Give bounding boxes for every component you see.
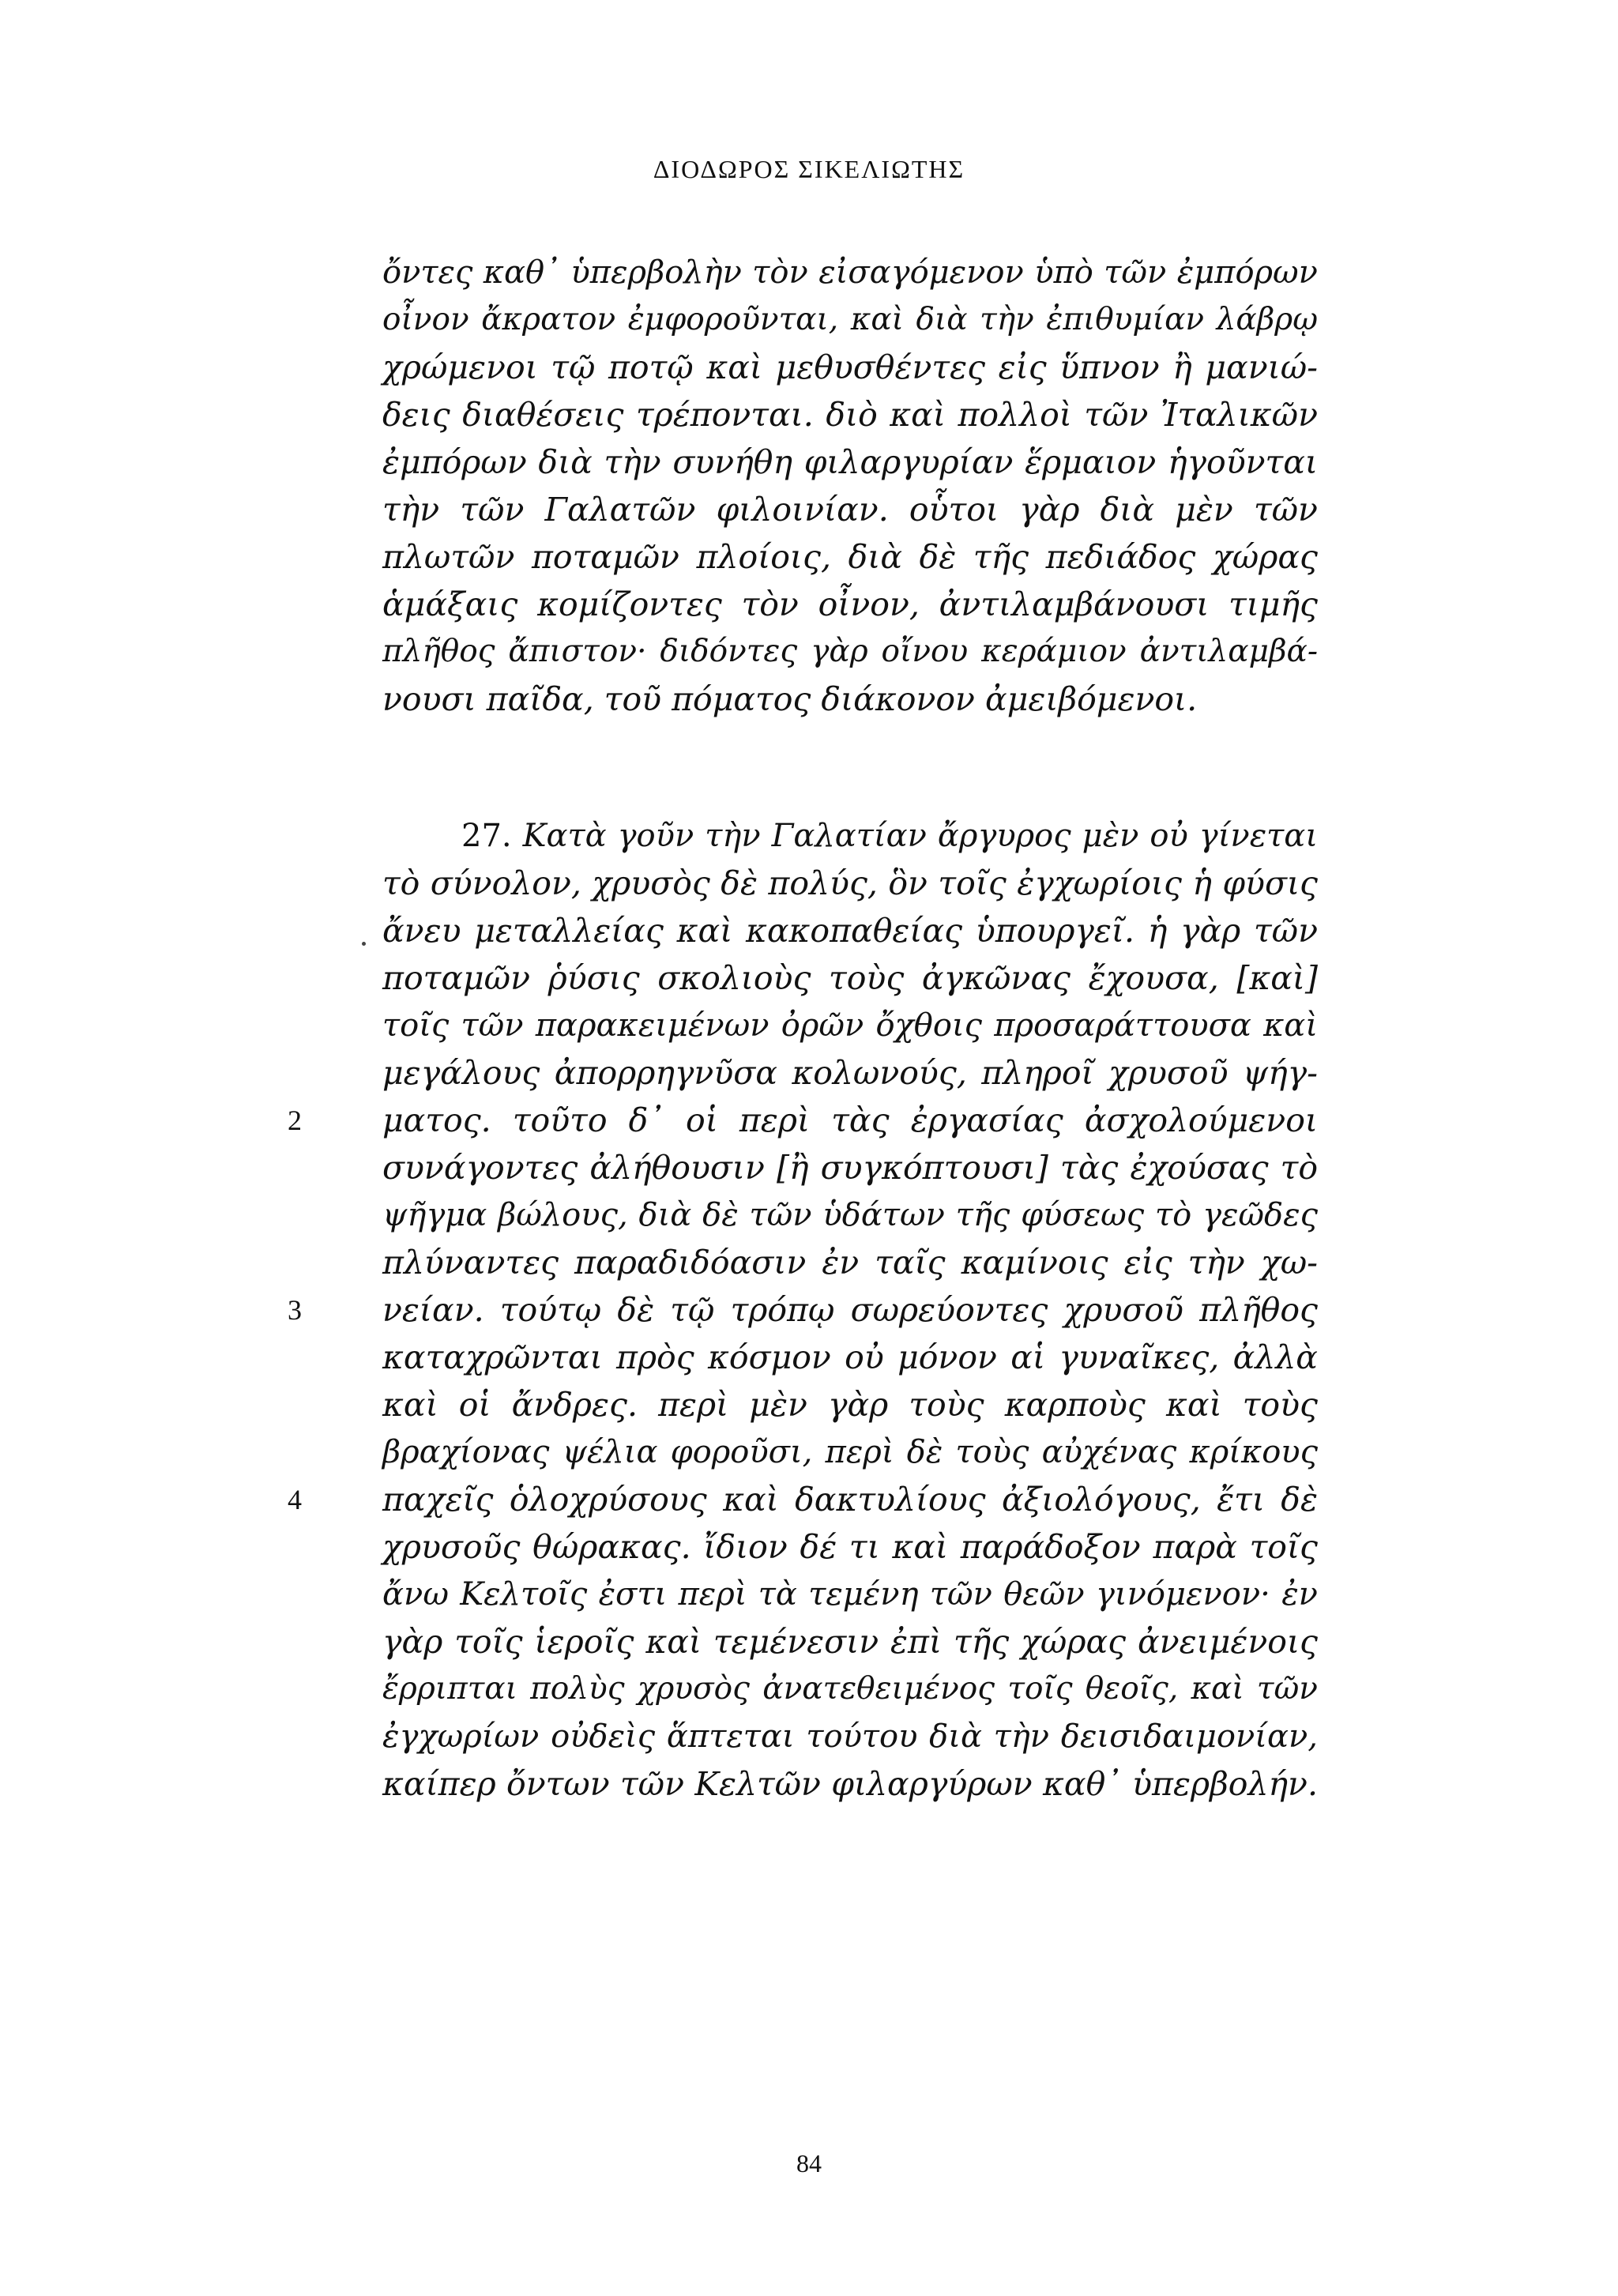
text-line: καταχρῶνται πρὸς κόσμον οὐ μόνον αἱ γυναῖκες, ἀλλὰ — [382, 1338, 1318, 1376]
section-number-4: 4 — [288, 1484, 302, 1515]
text-line: ἐμπόρων διὰ τὴν συνήθη φιλαργυρίαν ἕρμαιον ἡγοῦνται — [382, 443, 1318, 481]
text-line: ὄντες καθ᾿ ὑπερβολὴν τὸν εἰσαγόμενον ὑπὸ τῶν ἐμπόρων — [382, 254, 1318, 291]
text-line: καίπερ ὄντων τῶν Κελτῶν φιλαργύρων καθ᾿ ὑπερβολήν. — [382, 1765, 1318, 1803]
text-line: πλύναντες παραδιδόασιν ἐν ταῖς καμίνοις εἰς τὴν χω- — [382, 1244, 1318, 1282]
text-line: ἐγχωρίων οὐδεὶς ἅπτεται τούτου διὰ τὴν δεισιδαιμονίαν, — [382, 1718, 1318, 1755]
text-line: παχεῖς ὁλοχρύσους καὶ δακτυλίους ἀξιολόγους, ἔτι δὲ — [382, 1481, 1318, 1519]
text-line: ἁμάξαις κομίζοντες τὸν οἶνον, ἀντιλαμβάνουσι τιμῆς — [382, 585, 1318, 623]
text-line: ματος. τοῦτο δ᾿ οἱ περὶ τὰς ἐργασίας ἀσχολούμενοι — [382, 1101, 1318, 1139]
text-line: γὰρ τοῖς ἱεροῖς καὶ τεμένεσιν ἐπὶ τῆς χώρας ἀνειμένοις — [382, 1623, 1318, 1661]
chapter-first-line — [382, 812, 1318, 860]
text-line: συνάγοντες ἀλήθουσιν [ἢ συγκόπτουσι] τὰς ἐχούσας τὸ — [382, 1149, 1318, 1187]
scan-speck — [362, 942, 366, 946]
text-line: χρώμενοι τῷ ποτῷ καὶ μεθυσθέντες εἰς ὕπνον ἢ μανιώ- — [382, 348, 1318, 386]
text-line: οἶνον ἄκρατον ἐμφοροῦνται, καὶ διὰ τὴν ἐπιθυμίαν λάβρῳ — [382, 302, 1318, 337]
text-line: πλωτῶν ποταμῶν πλοίοις, διὰ δὲ τῆς πεδιάδος χώρας — [382, 538, 1318, 576]
text-line: ψῆγμα βώλους, διὰ δὲ τῶν ὑδάτων τῆς φύσεως τὸ γεῶδες — [382, 1197, 1318, 1233]
text-line: ποταμῶν ῥύσις σκολιοὺς τοὺς ἀγκῶνας ἔχουσα, [καὶ] — [382, 959, 1318, 997]
section-number-3: 3 — [288, 1294, 302, 1326]
text-line: καὶ οἱ ἄνδρες. περὶ μὲν γὰρ τοὺς καρποὺς καὶ τοὺς — [382, 1386, 1318, 1424]
text-line: βραχίονας ψέλια φοροῦσι, περὶ δὲ τοὺς αὐχένας κρίκους — [382, 1434, 1318, 1470]
chapter-number: 27. — [461, 818, 512, 854]
running-head: ΔΙΟΔΩΡΟΣ ΣΙΚΕΛΙΩΤΗΣ — [653, 155, 965, 183]
text-line: ἄνω Κελτοῖς ἐστι περὶ τὰ τεμένη τῶν θεῶν γινόμενον· ἐν — [382, 1576, 1318, 1613]
text-line: τὸ σύνολον, χρυσὸς δὲ πολύς, ὃν τοῖς ἐγχωρίοις ἡ φύσις — [382, 864, 1318, 902]
section-number-2: 2 — [288, 1105, 302, 1136]
text-line: πλῆθος ἄπιστον· διδόντες γὰρ οἴνου κεράμιον ἀντιλαμβά- — [382, 634, 1318, 669]
text-line: τὴν τῶν Γαλατῶν φιλοινίαν. οὗτοι γὰρ διὰ μὲν τῶν — [382, 491, 1318, 529]
text-line: δεις διαθέσεις τρέπονται. διὸ καὶ πολλοὶ τῶν Ἰταλικῶν — [382, 396, 1318, 434]
text-line: ἄνευ μεταλλείας καὶ κακοπαθείας ὑπουργεῖ. ἡ γὰρ τῶν — [382, 912, 1318, 950]
text-line: νουσι παῖδα, τοῦ πόματος διάκονον ἀμειβόμενοι. — [382, 680, 1198, 718]
text-line: μεγάλους ἀπορρηγνῦσα κολωνούς, πληροῖ χρυσοῦ ψήγ- — [382, 1054, 1318, 1092]
text-line: χρυσοῦς θώρακας. ἴδιον δέ τι καὶ παράδοξον παρὰ τοῖς — [382, 1528, 1318, 1566]
text-line: νείαν. τούτῳ δὲ τῷ τρόπῳ σωρεύοντες χρυσοῦ πλῆθος — [382, 1291, 1318, 1329]
text-line: ἔρριπται πολὺς χρυσὸς ἀνατεθειμένος τοῖς θεοῖς, καὶ τῶν — [382, 1671, 1318, 1707]
text-line: τοῖς τῶν παρακειμένων ὀρῶν ὄχθοις προσαράττουσα καὶ — [382, 1007, 1318, 1044]
page-number: 84 — [796, 2149, 822, 2177]
chapter-first-line-text: Κατὰ γοῦν τὴν Γαλατίαν ἄργυρος μὲν οὐ γίνεται — [522, 818, 1318, 854]
